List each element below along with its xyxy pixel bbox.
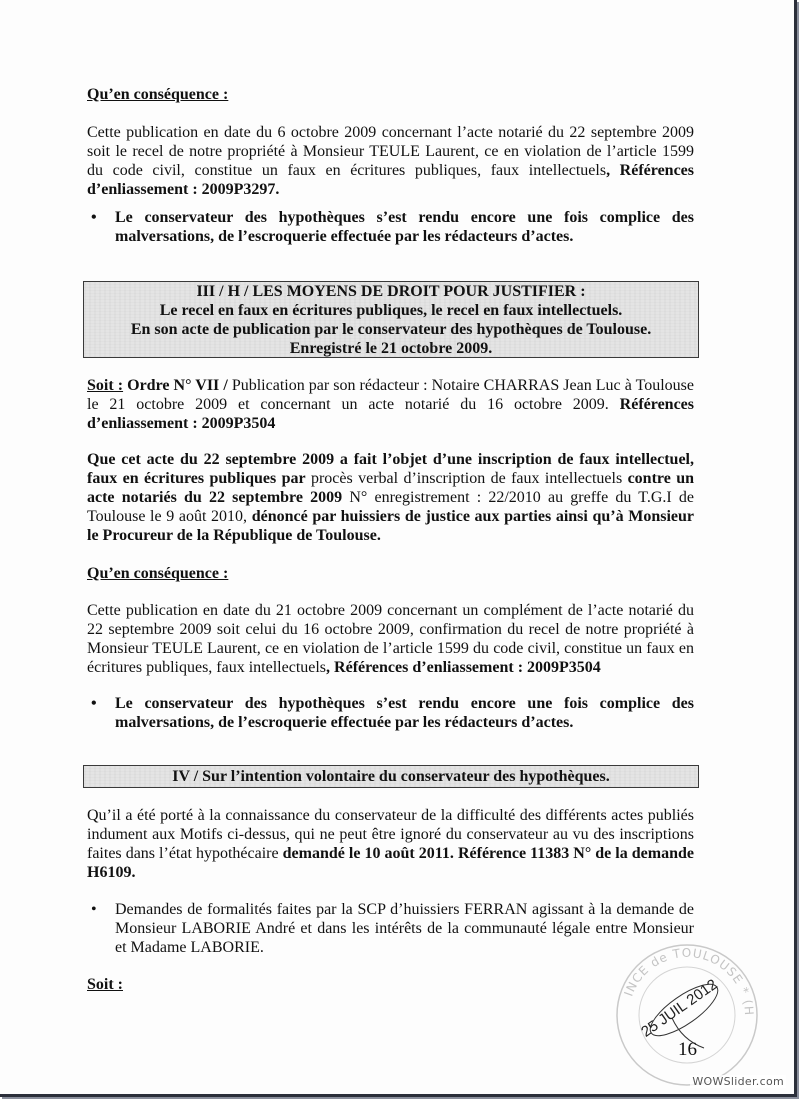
stamp-ring-text: INCE de TOULOUSE * (H	[621, 945, 757, 1017]
paragraph-text: Cette publication en date du 6 octobre 2009 concernant l’acte notarié du 22 septembre 2009 soit le recel de notre propriété à Monsieur TEULE Laurent, ce en violation de l’article 1599 du code civil, constitue un faux en écritures publiques, faux intellectuels	[87, 124, 694, 179]
page-number: 16	[678, 1039, 697, 1060]
soit-label: Soit :	[87, 377, 124, 394]
stamp-outer-ring	[617, 945, 757, 1085]
section-box-moyens-de-droit	[83, 281, 699, 358]
section-heading-consequence-2: Qu’en conséquence :	[87, 565, 229, 582]
bullet-text: Le conservateur des hypothèques s’est rendu encore une fois complice des malversations, de l’escroquerie effectuée par les rédacteurs d’actes.	[115, 695, 694, 731]
bullet-text: Demandes de formalités faites par la SCP d’huissiers FERRAN agissant à la demande de Monsieur LABORIE André et dans les intérêts de la communauté légale entre Monsieur et Madame LABORIE.	[115, 901, 694, 956]
reference-enliassement-3504: Références d’enliassement : 2009P3504	[87, 396, 694, 432]
paragraph-soit-ordre-vii	[87, 376, 694, 433]
paragraph-inscription-faux	[87, 450, 694, 545]
paragraph-bold-text: contre un acte notariés du 22 septembre 2009	[87, 470, 694, 506]
box-subtitle-line: Enregistré le 21 octobre 2009.	[289, 340, 493, 357]
reference-enliassement-3297: , Références d’enliassement : 2009P3297.	[87, 162, 694, 198]
box-title-line: III / H / LES MOYENS DE DROIT POUR JUSTIFIER :	[196, 283, 586, 300]
section-heading-soit: Soit :	[87, 976, 123, 993]
paragraph-text: Cette publication en date du 21 octobre 2009 concernant un complément de l’acte notarié du 22 septembre 2009 soit celui du 16 octobre 2009, confirmation du recel de notre propriété à Monsieur TEULE Laurent, ce en violation de l’article 1599 du code civil, constitue un faux en écritures publiques, faux intellectuels	[87, 602, 694, 676]
bullet-icon: •	[91, 209, 97, 226]
paragraph-bold-text: Que cet acte du 22 septembre 2009 a fait l’objet d’une inscription de faux intellectuel, faux en écritures publiques par	[87, 451, 694, 487]
bullet-text: Le conservateur des hypothèques s’est rendu encore une fois complice des malversations, de l’escroquerie effectuée par les rédacteurs d’actes.	[115, 209, 694, 245]
paragraph-text: Publication par son rédacteur : Notaire CHARRAS Jean Luc à Toulouse le 21 octobre 2009 et concernant un acte notarié du 16 octobre 2009.	[87, 377, 694, 413]
bullet-item-complice-2	[91, 694, 694, 732]
order-number: Ordre N° VII /	[123, 377, 232, 394]
watermark-label: WOWSlider.com	[692, 1075, 784, 1088]
bullet-icon: •	[91, 901, 97, 918]
bullet-icon: •	[91, 695, 97, 712]
paragraph-publication-6-octobre	[87, 123, 694, 199]
paragraph-text: N° enregistrement : 22/2010 au greffe du T.G.I de Toulouse le 9 août 2010,	[87, 489, 694, 525]
paragraph-connaissance-conservateur	[87, 806, 694, 882]
section-box-intention-volontaire	[83, 765, 699, 788]
stamp-date: 25 JUIL 2012	[638, 975, 721, 1041]
bullet-item-formalites	[91, 900, 694, 957]
paragraph-publication-21-octobre	[87, 601, 694, 677]
paragraph-text: procès verbal d’inscription de faux intellectuels	[305, 470, 628, 487]
paragraph-bold-text: dénoncé par huissiers de justice aux parties ainsi qu’à Monsieur le Procureur de la République de Toulouse.	[87, 508, 694, 544]
paragraph-text: Qu’il a été porté à la connaissance du conservateur de la difficulté des différents actes publiés indument aux Motifs ci-dessus, qui ne peut être ignoré du conservateur au vu des inscriptions faites dans l’état hypothécaire	[87, 807, 694, 862]
court-stamp-icon	[612, 940, 762, 1090]
bullet-item-complice-1	[91, 208, 694, 246]
reference-demande-h6109: demandé le 10 août 2011. Référence 11383 N° de la demande H6109.	[87, 845, 695, 881]
box-title-line: IV / Sur l’intention volontaire du conservateur des hypothèques.	[172, 768, 610, 785]
box-subtitle-line: En son acte de publication par le conservateur des hypothèques de Toulouse.	[130, 321, 652, 338]
reference-enliassement-3504: , Références d’enliassement : 2009P3504	[326, 659, 601, 676]
section-heading-consequence-1: Qu’en conséquence :	[87, 86, 229, 103]
box-subtitle-line: Le recel en faux en écritures publiques, le recel en faux intellectuels.	[159, 302, 623, 319]
